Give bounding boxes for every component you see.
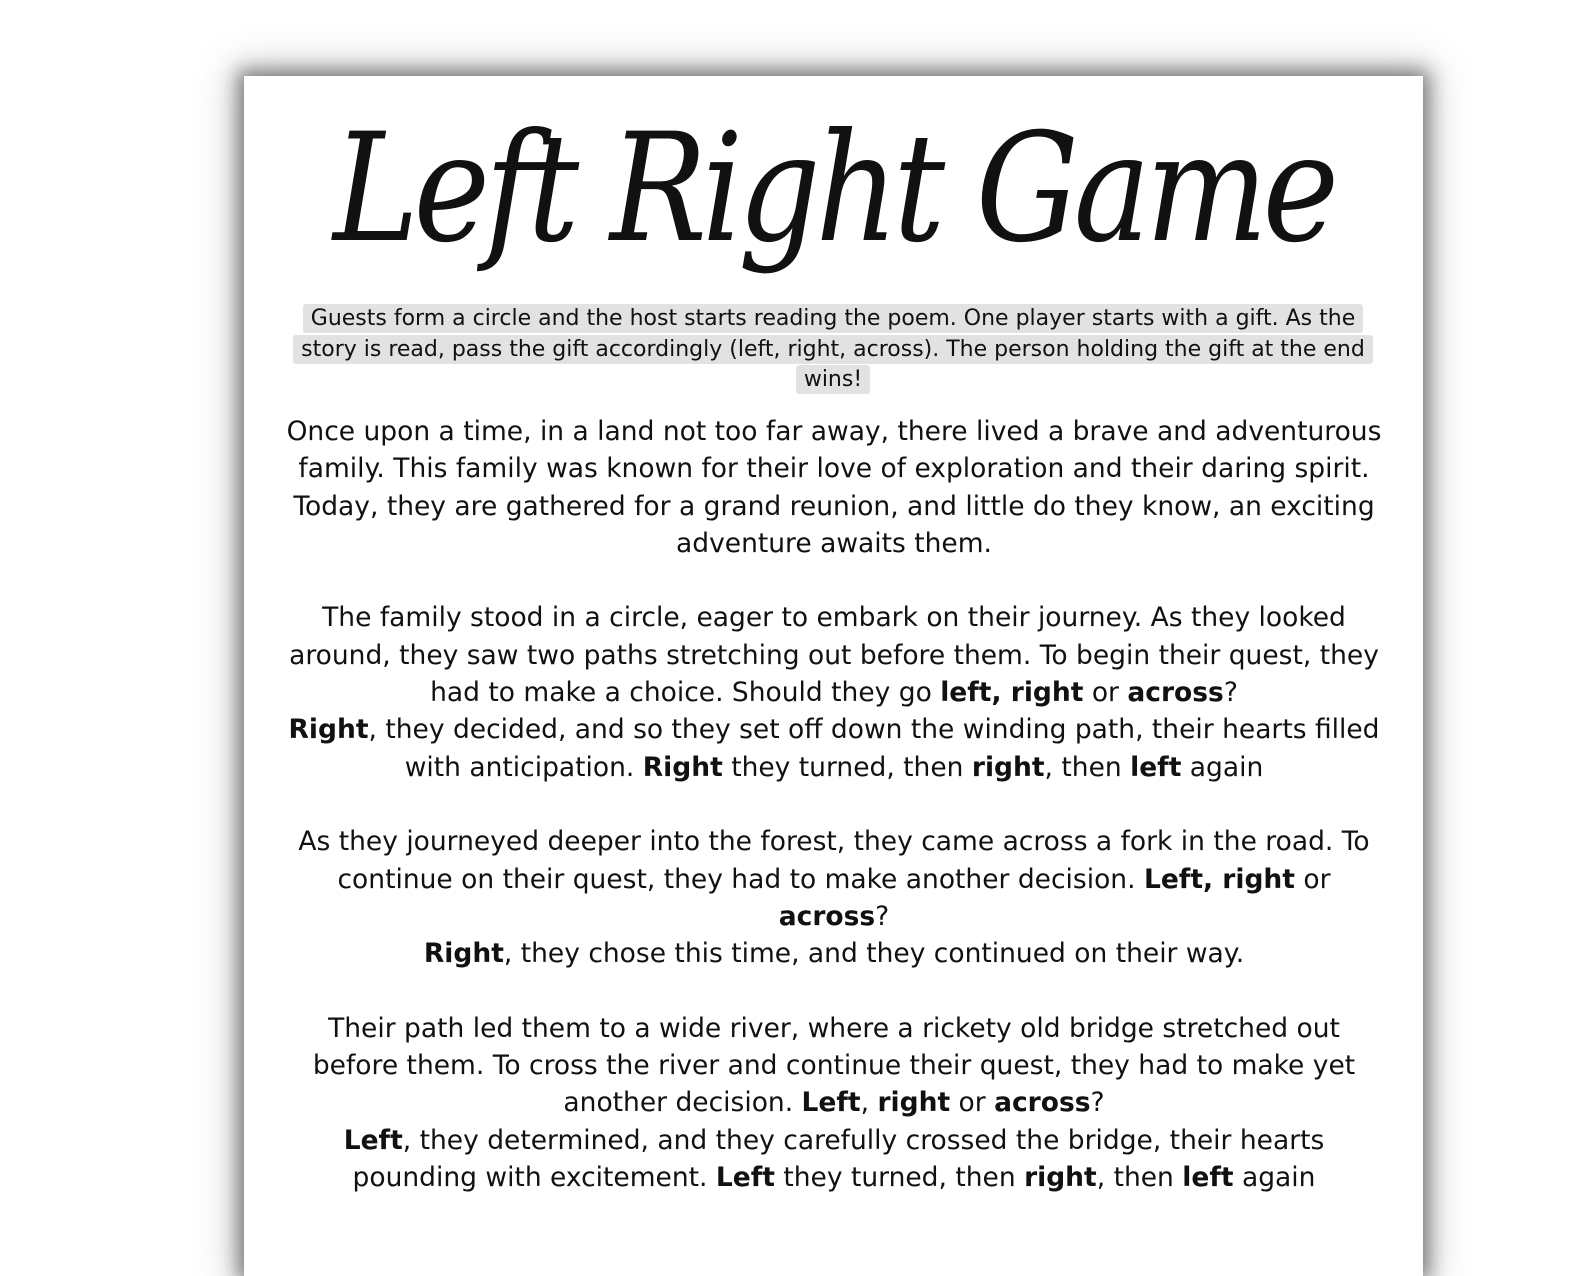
page-title: Left Right Game <box>333 102 1334 276</box>
story-text: , they chose this time, and they continued on their way. <box>503 938 1245 970</box>
story-paragraph-4 <box>284 1010 1384 1196</box>
direction-word: left <box>1182 1161 1234 1193</box>
direction-word: Left <box>343 1124 403 1156</box>
story-text: ? <box>1223 677 1238 709</box>
story-text: or <box>1083 677 1128 709</box>
direction-word: right <box>1024 1161 1097 1193</box>
direction-word: Right <box>288 714 369 746</box>
story-text: The family stood in a circle, eager to embark on their journey. As they looked around, they saw two paths stretching out before them. To begin their quest, they had to make a choice. Should they go <box>289 602 1379 709</box>
direction-word: across <box>778 900 876 932</box>
direction-word: right <box>971 751 1045 783</box>
story-paragraph-3 <box>284 823 1384 972</box>
story-text: they turned, then <box>722 751 972 783</box>
instructions-text: Guests form a circle and the host starts reading the poem. One player starts with a gift. As the story is read, pass the gift accordingly (left, right, across). The person holding the gift at the end wins! <box>293 304 1373 394</box>
direction-word: left <box>1130 751 1182 783</box>
story-text: or <box>950 1087 995 1119</box>
story-text: they turned, then <box>774 1161 1025 1193</box>
story-text: ? <box>875 900 890 932</box>
story-text: Their path led them to a wide river, where a rickety old bridge stretched out before them. To cross the river and continue their quest, they had to make yet another decision. <box>312 1012 1356 1119</box>
direction-word: left, right <box>940 677 1084 709</box>
direction-word: Left, right <box>1143 863 1295 895</box>
story-text: As they journeyed deeper into the forest, they came across a fork in the road. To continue on their quest, they had to make another decision. <box>298 826 1370 895</box>
story-text: , they determined, and they carefully crossed the bridge, their hearts pounding with excitement. <box>352 1124 1325 1193</box>
story-text: , <box>860 1087 878 1119</box>
direction-word: Left <box>801 1087 861 1119</box>
story-text: ? <box>1090 1087 1105 1119</box>
story-text: , then <box>1044 751 1131 783</box>
story-paragraph-2 <box>284 599 1384 785</box>
story-text: , then <box>1096 1161 1183 1193</box>
direction-word: Left <box>715 1161 775 1193</box>
direction-word: across <box>1127 677 1224 709</box>
story-text: or <box>1294 863 1331 895</box>
story <box>284 413 1384 1234</box>
story-text: , they decided, and so they set off down the winding path, their hearts filled with anticipation. <box>368 714 1380 783</box>
story-text: again <box>1233 1161 1316 1193</box>
direction-word: across <box>994 1087 1091 1119</box>
direction-word: Right <box>423 938 504 970</box>
direction-word: Right <box>642 751 723 783</box>
story-text: again <box>1181 751 1264 783</box>
story-paragraph-1: Once upon a time, in a land not too far away, there lived a brave and adventurous family. This family was known for their love of exploration and their daring spirit. Today, they are gathered for a grand reunion, and little do they know, an exciting adventure awaits them. <box>286 416 1382 559</box>
direction-word: right <box>877 1087 951 1119</box>
game-sheet <box>244 76 1423 1276</box>
instructions <box>292 304 1374 396</box>
